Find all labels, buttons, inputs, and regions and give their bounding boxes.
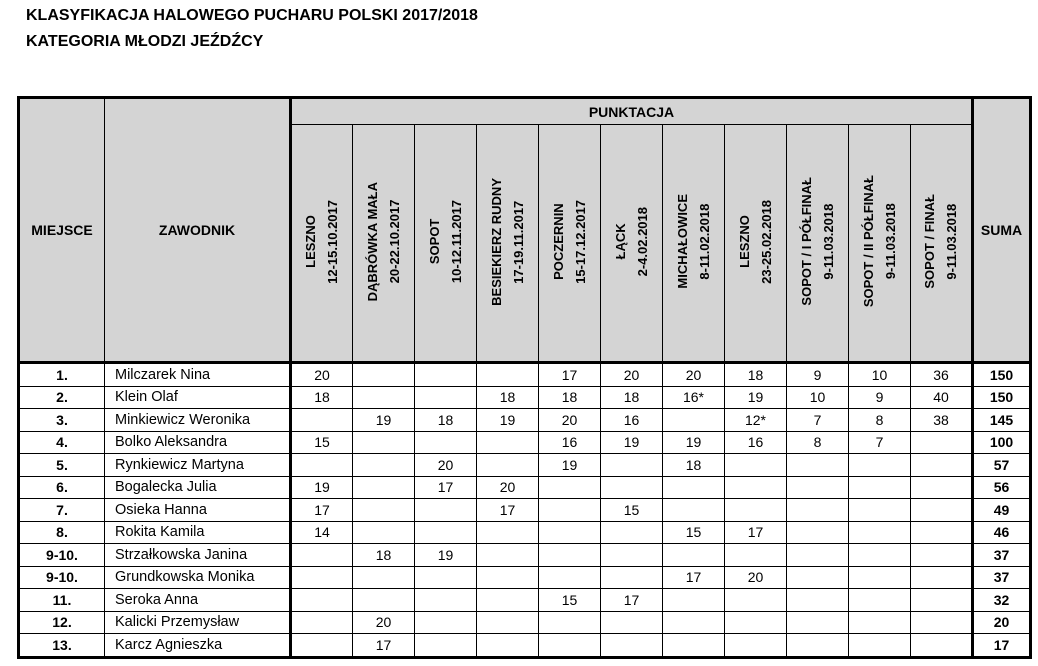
rider-name-cell: Milczarek Nina xyxy=(105,363,291,387)
place-header: MIEJSCE xyxy=(19,98,105,363)
sum-cell: 100 xyxy=(973,431,1031,454)
score-cell xyxy=(539,634,601,658)
score-cell xyxy=(663,409,725,432)
score-cell xyxy=(601,544,663,567)
score-cell xyxy=(787,454,849,477)
score-cell xyxy=(911,544,973,567)
score-cell xyxy=(477,363,539,387)
rider-name-cell: Karcz Agnieszka xyxy=(105,634,291,658)
score-cell xyxy=(353,499,415,522)
score-cell: 18 xyxy=(353,544,415,567)
score-cell: 17 xyxy=(539,363,601,387)
score-cell xyxy=(291,566,353,589)
event-date: 20-22.10.2017 xyxy=(386,199,402,284)
event-name: BESIEKIERZ RUDNY xyxy=(488,177,504,306)
score-cell: 19 xyxy=(725,386,787,409)
score-cell xyxy=(415,431,477,454)
score-cell: 20 xyxy=(477,476,539,499)
score-cell: 19 xyxy=(477,409,539,432)
score-cell: 18 xyxy=(601,386,663,409)
score-cell xyxy=(477,566,539,589)
sum-cell: 20 xyxy=(973,611,1031,634)
event-name: SOPOT / I PÓŁFINAŁ xyxy=(798,177,814,306)
score-cell: 8 xyxy=(787,431,849,454)
event-date: 8-11.02.2018 xyxy=(696,203,712,280)
page-subtitle: KATEGORIA MŁODZI JEŹDŹCY xyxy=(26,33,264,50)
sum-cell: 49 xyxy=(973,499,1031,522)
score-cell: 20 xyxy=(353,611,415,634)
sum-cell: 145 xyxy=(973,409,1031,432)
score-cell: 16 xyxy=(539,431,601,454)
rider-name-cell: Kalicki Przemysław xyxy=(105,611,291,634)
score-cell xyxy=(477,454,539,477)
rider-name-cell: Seroka Anna xyxy=(105,589,291,612)
score-cell xyxy=(663,499,725,522)
table-row xyxy=(19,566,1031,589)
score-cell: 17 xyxy=(353,634,415,658)
score-cell xyxy=(477,431,539,454)
table-row xyxy=(19,476,1031,499)
place-cell: 1. xyxy=(19,363,105,387)
score-cell: 18 xyxy=(477,386,539,409)
event-name: ŁĄCK xyxy=(612,223,628,260)
score-cell xyxy=(415,386,477,409)
event-header xyxy=(725,125,787,363)
score-cell: 9 xyxy=(787,363,849,387)
rider-name-cell: Osieka Hanna xyxy=(105,499,291,522)
score-cell: 20 xyxy=(725,566,787,589)
score-cell: 18 xyxy=(415,409,477,432)
score-cell xyxy=(849,589,911,612)
classification-table xyxy=(17,96,1032,659)
event-name: POCZERNIN xyxy=(550,203,566,280)
rider-name-cell: Strzałkowska Janina xyxy=(105,544,291,567)
score-cell xyxy=(539,499,601,522)
score-cell: 19 xyxy=(415,544,477,567)
score-cell xyxy=(725,589,787,612)
score-cell: 8 xyxy=(849,409,911,432)
score-cell xyxy=(849,544,911,567)
score-cell xyxy=(787,476,849,499)
table-row xyxy=(19,544,1031,567)
table-row xyxy=(19,363,1031,387)
score-cell xyxy=(725,454,787,477)
score-cell xyxy=(353,476,415,499)
event-header xyxy=(291,125,353,363)
event-date: 9-11.03.2018 xyxy=(944,203,959,280)
rider-name-cell: Rokita Kamila xyxy=(105,521,291,544)
score-cell: 15 xyxy=(663,521,725,544)
score-cell xyxy=(911,454,973,477)
score-cell: 18 xyxy=(291,386,353,409)
score-cell xyxy=(849,566,911,589)
score-cell: 20 xyxy=(539,409,601,432)
event-header xyxy=(601,125,663,363)
score-cell xyxy=(415,566,477,589)
rider-name-cell: Klein Olaf xyxy=(105,386,291,409)
page-title: KLASYFIKACJA HALOWEGO PUCHARU POLSKI 2017/2018 xyxy=(26,7,478,24)
event-name: SOPOT / II PÓŁFINAŁ xyxy=(860,175,876,308)
score-cell: 12* xyxy=(725,409,787,432)
score-cell xyxy=(539,476,601,499)
place-cell: 13. xyxy=(19,634,105,658)
event-date: 15-17.12.2017 xyxy=(572,199,588,284)
score-cell xyxy=(787,499,849,522)
event-name: LESZNO xyxy=(303,215,318,268)
score-cell: 17 xyxy=(663,566,725,589)
table-row xyxy=(19,454,1031,477)
table-row xyxy=(19,386,1031,409)
score-cell: 16 xyxy=(725,431,787,454)
place-cell: 3. xyxy=(19,409,105,432)
score-cell xyxy=(787,566,849,589)
score-cell: 19 xyxy=(601,431,663,454)
points-header: PUNKTACJA xyxy=(291,98,973,125)
sum-cell: 46 xyxy=(973,521,1031,544)
table-row xyxy=(19,409,1031,432)
score-cell: 36 xyxy=(911,363,973,387)
score-cell xyxy=(663,544,725,567)
table-row xyxy=(19,499,1031,522)
score-cell xyxy=(911,634,973,658)
rider-name-cell: Rynkiewicz Martyna xyxy=(105,454,291,477)
rider-name-cell: Minkiewicz Weronika xyxy=(105,409,291,432)
event-date: 12-15.10.2017 xyxy=(325,199,340,284)
score-cell xyxy=(725,634,787,658)
score-cell xyxy=(601,521,663,544)
score-cell xyxy=(353,589,415,612)
score-cell xyxy=(911,431,973,454)
event-header xyxy=(911,125,973,363)
score-cell: 17 xyxy=(415,476,477,499)
score-cell xyxy=(291,634,353,658)
score-cell xyxy=(787,544,849,567)
event-header xyxy=(787,125,849,363)
score-cell: 7 xyxy=(787,409,849,432)
sum-header: SUMA xyxy=(973,98,1031,363)
score-cell xyxy=(353,566,415,589)
score-cell xyxy=(539,566,601,589)
score-cell xyxy=(849,499,911,522)
score-cell xyxy=(477,589,539,612)
event-date: 9-11.03.2018 xyxy=(820,203,836,280)
score-cell xyxy=(725,544,787,567)
score-cell xyxy=(539,521,601,544)
score-cell xyxy=(415,634,477,658)
score-cell xyxy=(911,566,973,589)
score-cell xyxy=(539,544,601,567)
place-cell: 9-10. xyxy=(19,566,105,589)
score-cell: 15 xyxy=(291,431,353,454)
score-cell xyxy=(725,611,787,634)
score-cell xyxy=(539,611,601,634)
score-cell: 19 xyxy=(291,476,353,499)
score-cell: 18 xyxy=(663,454,725,477)
sum-cell: 150 xyxy=(973,386,1031,409)
score-cell xyxy=(849,476,911,499)
score-cell: 20 xyxy=(601,363,663,387)
score-cell xyxy=(911,521,973,544)
score-cell xyxy=(291,611,353,634)
score-cell xyxy=(601,634,663,658)
score-cell: 10 xyxy=(787,386,849,409)
event-header xyxy=(663,125,725,363)
score-cell xyxy=(415,363,477,387)
event-date: 17-19.11.2017 xyxy=(510,199,526,284)
place-cell: 7. xyxy=(19,499,105,522)
event-date: 10-12.11.2017 xyxy=(448,199,464,284)
score-cell xyxy=(663,589,725,612)
score-cell xyxy=(663,476,725,499)
score-cell xyxy=(787,634,849,658)
table-row xyxy=(19,634,1031,658)
score-cell: 15 xyxy=(539,589,601,612)
place-cell: 4. xyxy=(19,431,105,454)
score-cell xyxy=(601,454,663,477)
score-cell xyxy=(601,566,663,589)
score-cell: 9 xyxy=(849,386,911,409)
score-cell xyxy=(291,454,353,477)
score-cell xyxy=(353,431,415,454)
rider-name-cell: Bolko Aleksandra xyxy=(105,431,291,454)
sum-cell: 150 xyxy=(973,363,1031,387)
place-cell: 11. xyxy=(19,589,105,612)
event-header xyxy=(353,125,415,363)
score-cell xyxy=(477,544,539,567)
score-cell xyxy=(787,589,849,612)
score-cell xyxy=(787,611,849,634)
score-cell xyxy=(601,611,663,634)
score-cell xyxy=(849,634,911,658)
score-cell xyxy=(849,454,911,477)
score-cell xyxy=(353,363,415,387)
score-cell xyxy=(725,476,787,499)
event-header xyxy=(477,125,539,363)
score-cell xyxy=(477,611,539,634)
score-cell: 14 xyxy=(291,521,353,544)
table-row xyxy=(19,521,1031,544)
score-cell xyxy=(787,521,849,544)
score-cell: 17 xyxy=(725,521,787,544)
score-cell xyxy=(911,611,973,634)
score-cell xyxy=(291,544,353,567)
score-cell: 15 xyxy=(601,499,663,522)
score-cell xyxy=(601,476,663,499)
score-cell: 18 xyxy=(539,386,601,409)
event-date: 9-11.03.2018 xyxy=(882,203,898,280)
place-cell: 5. xyxy=(19,454,105,477)
score-cell xyxy=(291,589,353,612)
table-row xyxy=(19,611,1031,634)
score-cell xyxy=(415,499,477,522)
event-date: 2-4.02.2018 xyxy=(634,206,650,277)
sum-cell: 17 xyxy=(973,634,1031,658)
sum-cell: 37 xyxy=(973,566,1031,589)
score-cell: 18 xyxy=(725,363,787,387)
rider-header: ZAWODNIK xyxy=(105,98,291,363)
score-cell xyxy=(911,589,973,612)
score-cell xyxy=(911,476,973,499)
event-name: MICHAŁOWICE xyxy=(674,194,690,289)
score-cell: 20 xyxy=(663,363,725,387)
score-cell xyxy=(353,454,415,477)
place-cell: 6. xyxy=(19,476,105,499)
rider-name-cell: Grundkowska Monika xyxy=(105,566,291,589)
event-date: 23-25.02.2018 xyxy=(758,199,774,284)
score-cell: 17 xyxy=(291,499,353,522)
score-cell: 10 xyxy=(849,363,911,387)
score-cell: 40 xyxy=(911,386,973,409)
score-cell: 20 xyxy=(291,363,353,387)
score-cell: 19 xyxy=(539,454,601,477)
score-cell xyxy=(291,409,353,432)
score-cell: 20 xyxy=(415,454,477,477)
event-name: DĄBRÓWKA MAŁA xyxy=(364,181,380,302)
score-cell: 16* xyxy=(663,386,725,409)
place-cell: 2. xyxy=(19,386,105,409)
table-row xyxy=(19,431,1031,454)
score-cell xyxy=(353,521,415,544)
score-cell: 17 xyxy=(601,589,663,612)
rider-name-cell: Bogalecka Julia xyxy=(105,476,291,499)
place-cell: 8. xyxy=(19,521,105,544)
score-cell xyxy=(415,589,477,612)
score-cell: 19 xyxy=(663,431,725,454)
score-cell: 16 xyxy=(601,409,663,432)
event-header xyxy=(415,125,477,363)
score-cell xyxy=(849,521,911,544)
place-cell: 12. xyxy=(19,611,105,634)
score-cell xyxy=(663,611,725,634)
score-cell: 7 xyxy=(849,431,911,454)
table-row xyxy=(19,589,1031,612)
sum-cell: 56 xyxy=(973,476,1031,499)
sum-cell: 37 xyxy=(973,544,1031,567)
score-cell xyxy=(725,499,787,522)
sum-cell: 57 xyxy=(973,454,1031,477)
score-cell xyxy=(849,611,911,634)
score-cell xyxy=(415,611,477,634)
score-cell: 17 xyxy=(477,499,539,522)
score-cell xyxy=(353,386,415,409)
event-header xyxy=(539,125,601,363)
score-cell: 19 xyxy=(353,409,415,432)
score-cell xyxy=(477,521,539,544)
event-header xyxy=(849,125,911,363)
score-cell xyxy=(415,521,477,544)
sum-cell: 32 xyxy=(973,589,1031,612)
score-cell xyxy=(477,634,539,658)
event-name: SOPOT / FINAŁ xyxy=(922,194,937,289)
event-name: SOPOT xyxy=(426,218,442,265)
place-cell: 9-10. xyxy=(19,544,105,567)
score-cell xyxy=(911,499,973,522)
score-cell: 38 xyxy=(911,409,973,432)
score-cell xyxy=(663,634,725,658)
event-name: LESZNO xyxy=(736,215,752,268)
